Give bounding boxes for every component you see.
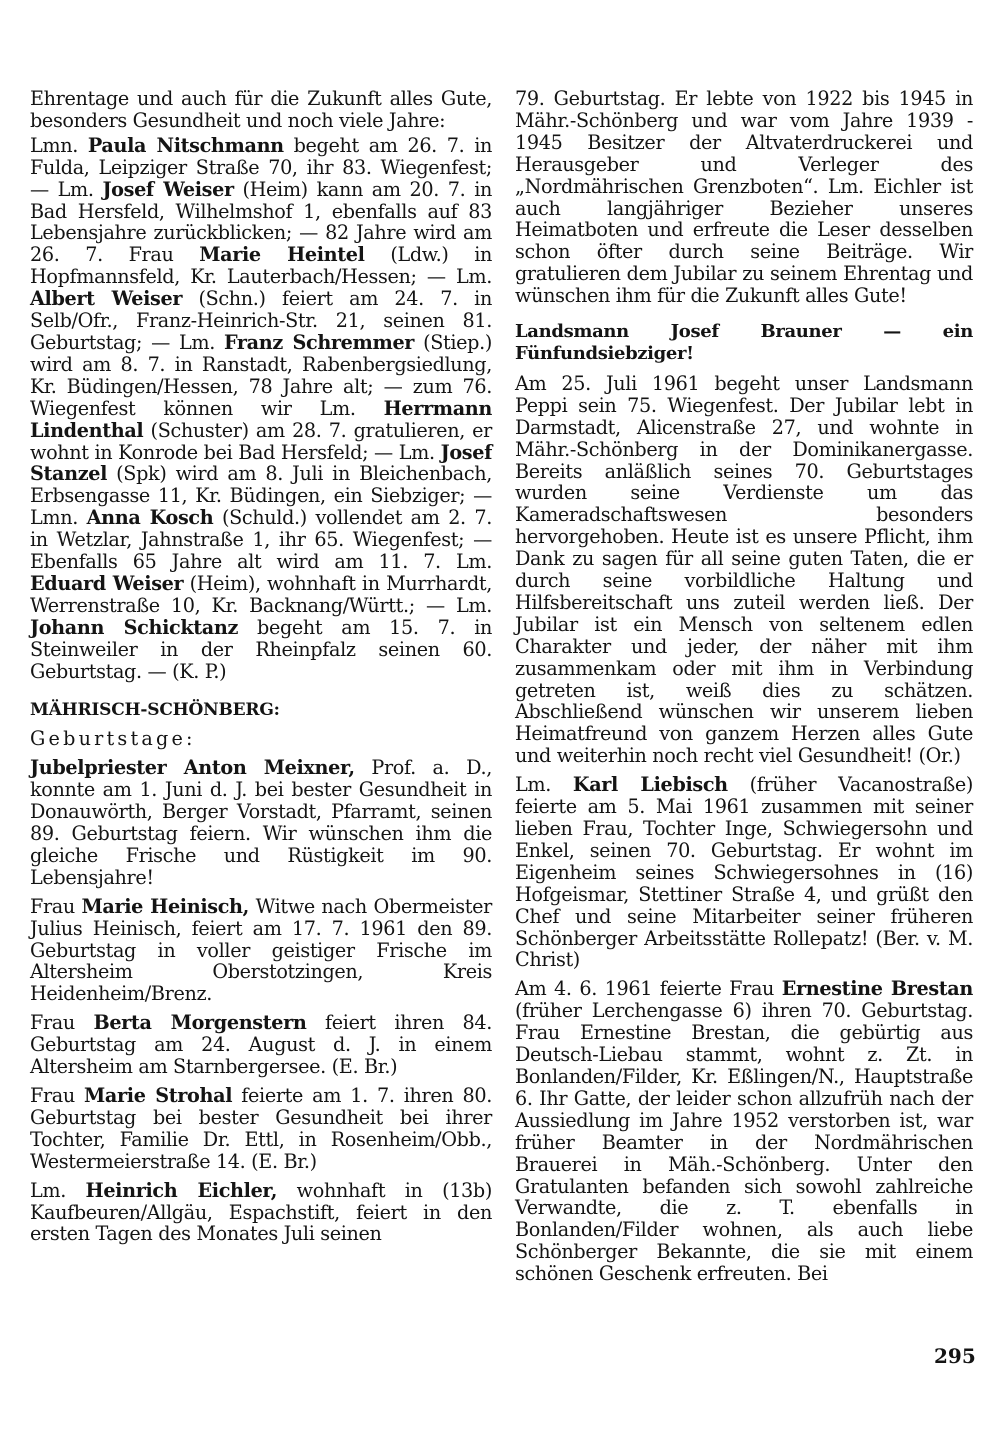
left-column [30, 88, 492, 1252]
text-run: Lm. [515, 773, 573, 797]
text-run: (Schn.) feiert am 24. 7. in Selb/Ofr., Franz-Heinrich-Str. 21, seinen 81. Geburtstag; — Lm. [30, 287, 492, 354]
name-highlight: Ernestine Brestan [781, 977, 973, 1001]
name-highlight: Karl Liebisch [572, 773, 728, 797]
text-run: Frau [30, 894, 82, 918]
name-highlight: Marie Strohal [84, 1083, 233, 1107]
name-highlight: Albert Weiser [30, 287, 183, 311]
text-run: (Stiep.) wird am 8. 7. in Ranstadt, Rabenbergsiedlung, Kr. Büdingen/Hessen, 78 Jahre alt; — zum 76. Wiegenfest können wir Lm. [30, 330, 492, 420]
text-run: (Spk) wird am 8. Juli in Bleichenbach, Erbsengasse 11, Kr. Büdingen, ein Siebziger; — Lmn. [30, 462, 492, 530]
intro-paragraph: Ehrentage und auch für die Zukunft alles Gute, besonders Gesundheit und noch viele Jahre: [30, 87, 492, 132]
text-run: Lm. [30, 1178, 86, 1202]
text-run: (früher Lerchengasse 6) ihren 70. Geburtstag. Frau Ernestine Brestan, die gebürtig aus Deutsch-Liebau stammt, wohnt z. Zt. in Bonlanden/Filder, Kr. Eßlingen/N., Hauptstraße 6. Ihr Gatte, der leider schon allzufrüh nach der Aussiedlung im Jahre 1952 verstorben ist, war früher Beamter in der Nordmährischen Brauerei in Mäh.-Schönberg. Unter den Gratulanten befanden sich sowohl zahlreiche Verwandte, die z. T. ebenfalls in Bonlanden/Filder wohnen, als auch liebe Schönberger Bekannte, die sie mit einem schönen Geschenk erfreuten. Bei [515, 999, 973, 1286]
name-highlight: Franz Schremmer [223, 330, 415, 354]
text-run: (Schuld.) vollendet am 2. 7. in Wetzlar, Jahnstraße 1, ihr 65. Wiegenfest; — Ebenfalls 65 Jahre alt wird am 11. 7. Lm. [30, 506, 492, 574]
name-highlight: Marie Heinisch, [81, 894, 249, 918]
name-highlight: Johann Schicktanz [30, 615, 239, 639]
name-highlight: Jubelpriester Anton Meixner, [30, 756, 355, 780]
text-run: (Heim) kann am 20. 7. in Bad Hersfeld, Wilhelmshof 1, ebenfalls auf 83 Lebensjahre zurückblicken; — 82 Jahre wird am 26. 7. Frau [30, 177, 492, 267]
text-run: wohnhaft in (13b) Kaufbeuren/Allgäu, Espachstift, feiert in den ersten Tagen des Monates Juli seinen [30, 1178, 492, 1246]
text-run: (früher Vacanostraße) feierte am 5. Mai 1961 zusammen mit seiner lieben Frau, Tochter Inge, Schwiegersohn und Enkel, seinen 70. Geburtstag. Er wohnt im Eigenheim seines Schwiegersohnes in (16) Hofgeismar, Stettiner Straße 4, und grüßt den Chef und seine Mitarbeiter seiner früheren Schönberger Arbeitsstätte Rollepatz! (Ber. v. M. Christ) [515, 773, 973, 972]
name-highlight: Heinrich Eichler, [85, 1178, 278, 1202]
name-highlight: Marie Heintel [199, 243, 365, 267]
heinisch-paragraph [30, 896, 492, 1006]
text-run: feiert ihren 84. Geburtstag am 24. August d. J. in einem Altersheim am Starnbergersee. (E. Br.) [30, 1011, 492, 1079]
text-run: (Ldw.) in Hopfmannsfeld, Kr. Lauterbach/Hessen; — Lm. [30, 243, 493, 289]
text-run: (Schuster) am 28. 7. gratulieren, er wohnt in Konrode bei Bad Hersfeld; — Lm. [30, 418, 492, 464]
brestan-paragraph [515, 978, 973, 1285]
text-run: begeht am 26. 7. in Fulda, Leipziger Straße 70, ihr 83. Wiegenfest; — Lm. [30, 133, 492, 201]
text-run: Lmn. [30, 133, 88, 157]
subheading: Geburtstage: [30, 727, 196, 751]
name-highlight: Eduard Weiser [30, 571, 184, 595]
text-run: (Heim), wohnhaft in Murrhardt, Werrenstraße 10, Kr. Backnang/Württ.; — Lm. [30, 571, 492, 617]
text-run: begeht am 15. 7. in Steinweiler in der Rheinpfalz seinen 60. Geburtstag. — (K. P.) [30, 615, 492, 683]
section-heading: MÄHRISCH-SCHÖNBERG: [30, 700, 280, 721]
text-run: Frau [30, 1083, 85, 1107]
name-highlight: Anna Kosch [86, 506, 214, 530]
eichler-paragraph [30, 1180, 492, 1246]
morgenstern-paragraph [30, 1012, 492, 1078]
article-heading: Landsmann Josef Brauner — ein Fünfundsiebziger! [515, 321, 973, 364]
name-highlight: Herrmann Lindenthal [30, 396, 492, 442]
liebisch-paragraph [515, 774, 973, 971]
birthday-list-paragraph [30, 135, 492, 683]
text-run: Witwe nach Obermeister Julius Heinisch, feiert am 17. 7. 1961 den 89. Geburtstag in voller geistiger Frische im Altersheim Oberstotzingen, Kreis Heidenheim/Brenz. [30, 894, 492, 1006]
text-run: Am 4. 6. 1961 feierte Frau [515, 977, 782, 1001]
name-highlight: Berta Morgenstern [93, 1011, 307, 1035]
text-run: feierte am 1. 7. ihren 80. Geburtstag bei bester Gesundheit bei ihrer Tochter, Familie Dr. Ettl, in Rosenheim/Obb., Westermeierstraße 14. (E. Br.) [30, 1083, 492, 1173]
page-number: 295 [934, 1344, 976, 1368]
text-run: Prof. a. D., konnte am 1. Juni d. J. bei bester Gesundheit in Donauwörth, Berger Vorstadt, Pfarramt, seinen 89. Geburtstag feiern. Wir wünschen ihm die gleiche Frische und Rüstigkeit im 90. Lebensjahre! [30, 756, 492, 889]
right-column [515, 88, 973, 1292]
text-run: Frau [30, 1011, 94, 1035]
meixner-paragraph [30, 757, 492, 888]
name-highlight: Josef Weiser [102, 177, 234, 201]
strohal-paragraph [30, 1085, 492, 1173]
eichler-continued-paragraph: 79. Geburtstag. Er lebte von 1922 bis 1945 in Mähr.-Schönberg und war vom Jahre 1939 - 1945 Besitzer der Altvaterdruckerei und Herausgeber und Verleger des „Nordmährischen Grenzboten“. Lm. Eichler ist auch langjähriger Bezieher unseres Heimatboten und erfreute die Leser desselben schon öfter durch seine Beiträge. Wir gratulieren dem Jubilar zu seinem Ehrentag und wünschen ihm für die Zukunft alles Gute! [515, 87, 973, 308]
name-highlight: Josef Stanzel [30, 440, 492, 486]
name-highlight: Paula Nitschmann [87, 133, 284, 157]
brauner-paragraph: Am 25. Juli 1961 begeht unser Landsmann Peppi sein 75. Wiegenfest. Der Jubilar lebt in Darmstadt, Alicenstraße 27, und wohnte in Mähr.-Schönberg in der Dominikanergasse. Bereits anläßlich seines 70. Geburtstages wurden seine Verdienste um das Kameradschaftswesen besonders hervorgehoben. Heute ist es unsere Pflicht, ihm Dank zu sagen für all seine guten Taten, die er durch seine vorbildliche Haltung und Hilfsbereitschaft uns zuteil werden ließ. Der Jubilar ist ein Mensch von seltenem edlen Charakter und jeder, der näher mit ihm zusammenkam oder mit ihm in Verbindung getreten ist, weiß dies zu schätzen. Abschließend wünschen wir unserem lieben Heimatfreund von ganzem Herzen alles Gute und weiterhin noch recht viel Gesundheit! (Or.) [515, 371, 973, 768]
